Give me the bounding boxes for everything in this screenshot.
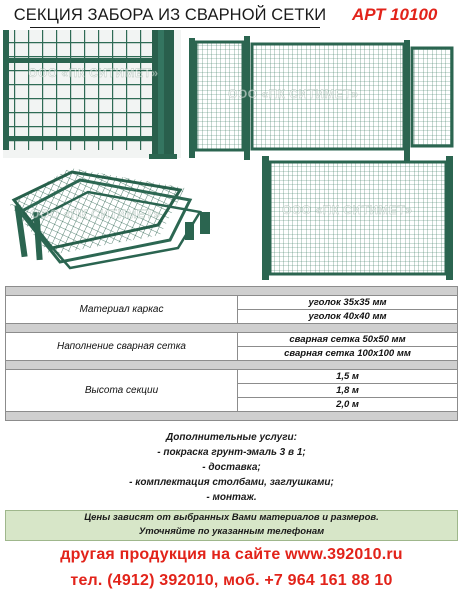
spec-table (5, 286, 458, 421)
watermark-3: ООО «ПК СИТИМЕТ» (30, 207, 161, 221)
spec-value: сварная сетка 100x100 мм (238, 347, 458, 361)
spec-value: 1,8 м (238, 384, 458, 398)
article-number: АРТ 10100 (352, 5, 438, 24)
page-title: СЕКЦИЯ ЗАБОРА ИЗ СВАРНОЙ СЕТКИ (13, 6, 327, 24)
spec-value: 1,5 м (238, 370, 458, 384)
fence-section-photo (262, 156, 453, 280)
price-note-line-2: Уточняйте по указанным телефонам (138, 526, 325, 537)
product-photos (0, 28, 463, 290)
price-note-line-1: Цены зависят от выбранных Вами материалов и размеров. (84, 512, 379, 523)
services-title: Дополнительные услуги: (166, 432, 297, 443)
spec-value: уголок 40x40 мм (238, 310, 458, 324)
closeup-photo (3, 30, 181, 159)
spec-label: Материал каркас (6, 296, 238, 324)
watermark-1: ООО «ПК СИТИМЕТ» (28, 66, 159, 80)
spec-label: Наполнение сварная сетка (6, 333, 238, 361)
service-item: - комплектация столбами, заглушками; (129, 477, 334, 488)
table-separator (6, 412, 458, 421)
spec-value: сварная сетка 50x50 мм (238, 333, 458, 347)
service-item: - доставка; (202, 462, 261, 473)
table-separator (6, 324, 458, 333)
watermark-2: ООО «ПК СИТИМЕТ» (228, 87, 359, 101)
price-note (5, 510, 458, 541)
table-separator (6, 287, 458, 296)
spec-value: уголок 35x35 мм (238, 296, 458, 310)
services-block (5, 430, 458, 505)
service-item: - покраска грунт-эмаль 3 в 1; (157, 447, 306, 458)
spec-value: 2,0 м (238, 398, 458, 412)
spec-label: Высота секции (6, 370, 238, 412)
website-promo: другая продукция на сайте www.392010.ru (60, 546, 403, 563)
watermark-4: ООО «ПК СИТИМЕТ» (282, 203, 413, 217)
contact-phones: тел. (4912) 392010, моб. +7 964 161 88 10 (70, 572, 393, 589)
table-separator (6, 361, 458, 370)
service-item: - монтаж. (206, 492, 257, 503)
